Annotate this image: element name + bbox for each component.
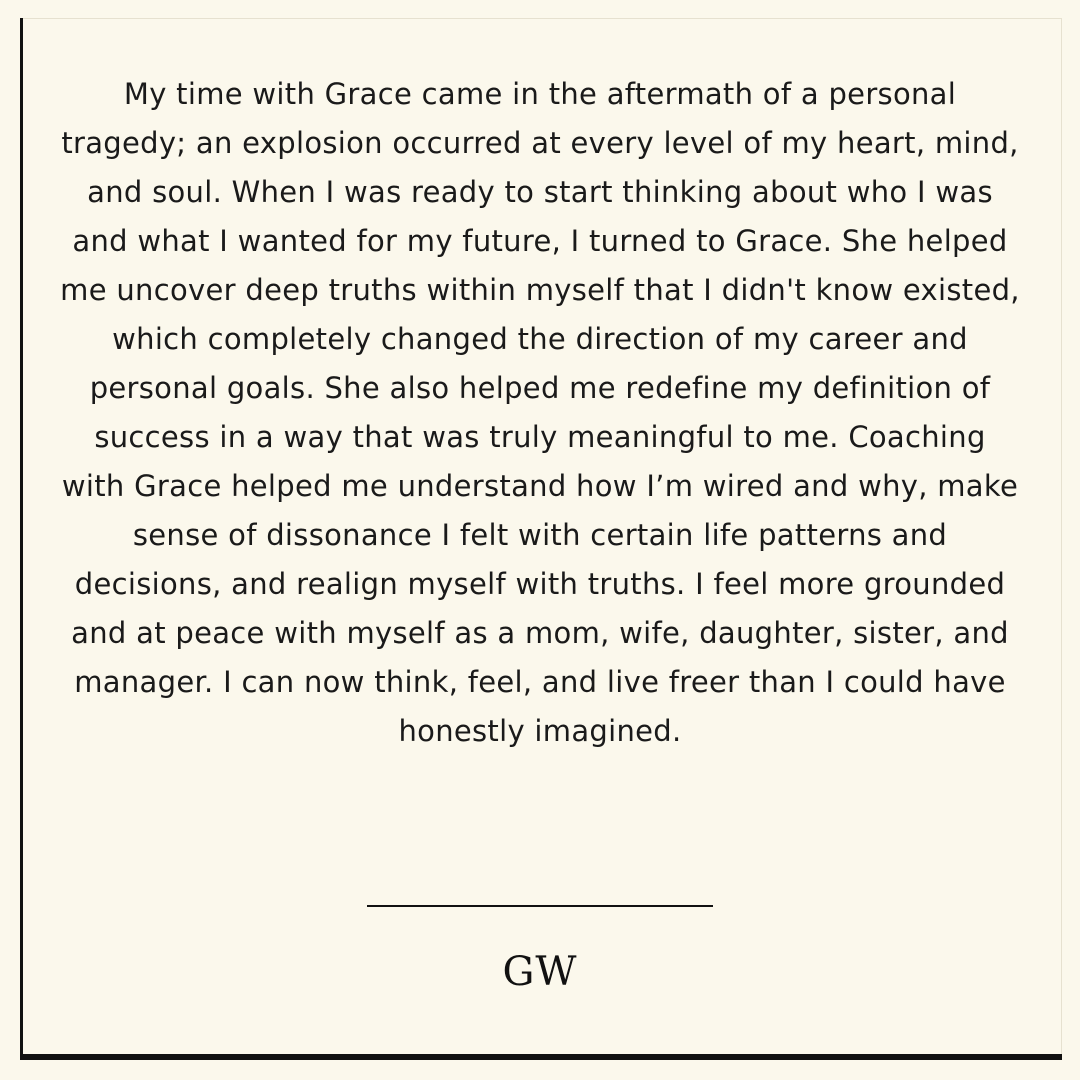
frame-left-border <box>20 18 23 1060</box>
frame-top-border <box>20 18 1062 19</box>
testimonial-quote: My time with Grace came in the aftermath of a personal tragedy; an explosion occurred at every level of my heart, mind, and soul. When I was ready to start thinking about who I was and what I wanted for my future, I turned to Grace. She helped me uncover deep truths within myself that I didn't know existed, which completely changed the direction of my career and personal goals. She also helped me redefine my definition of success in a way that was truly meaningful to me. Coaching with Grace helped me understand how I’m wired and why, make sense of dissonance I felt with certain life patterns and decisions, and realign myself with truths. I feel more grounded and at peace with myself as a mom, wife, daughter, sister, and manager. I can now think, feel, and live freer than I could have honestly imagined. <box>60 77 1020 748</box>
frame-right-border <box>1061 18 1062 1060</box>
frame-bottom-border <box>20 1054 1062 1060</box>
signature-divider <box>367 905 713 907</box>
signature-initials: GW <box>502 949 578 995</box>
